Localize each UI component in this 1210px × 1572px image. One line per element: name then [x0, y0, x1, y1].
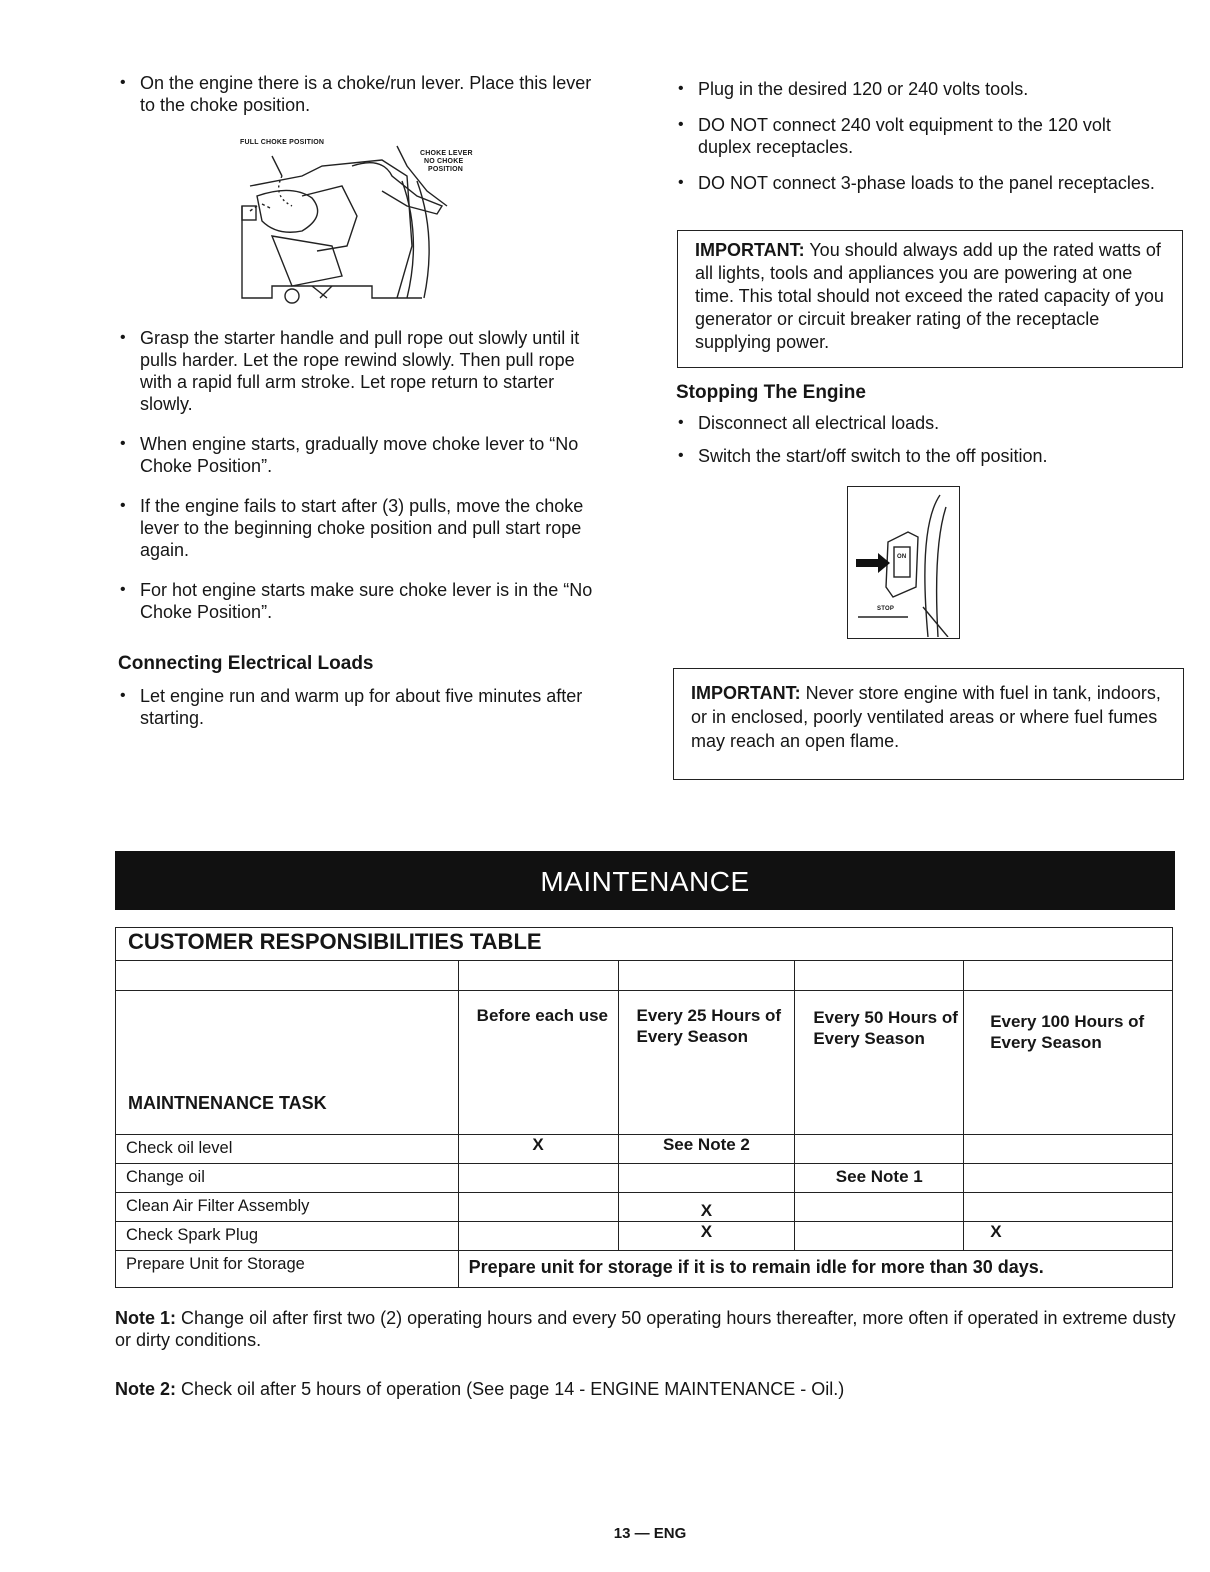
connecting-loads-heading: Connecting Electrical Loads: [118, 653, 374, 674]
no-choke-label: NO CHOKE: [424, 158, 464, 165]
schedule-cell: [458, 1222, 618, 1251]
list-item: • Switch the start/off switch to the off position.: [676, 445, 1166, 467]
important-text: Never store engine with fuel in tank, indoors, or in enclosed, poorly ventilated areas or where fuel fumes may reach an open flame.: [691, 683, 1161, 751]
schedule-cell: [795, 1135, 964, 1164]
left-column: [118, 72, 598, 116]
switch-drawing: [848, 487, 958, 637]
task-cell: Change oil: [116, 1164, 459, 1193]
connecting-loads-section: [118, 653, 598, 729]
note-text: Change oil after first two (2) operating hours and every 50 operating hours thereafter, more often if operated in extreme dusty or dirty conditions.: [115, 1308, 1176, 1350]
important-label: IMPORTANT:: [691, 683, 801, 703]
schedule-cell: [964, 1135, 1173, 1164]
choke-engine-drawing: [232, 136, 502, 308]
table-row: [116, 1193, 1173, 1222]
list-item: • When engine starts, gradually move choke lever to “No Choke Position”.: [118, 433, 598, 477]
note-text: Check oil after 5 hours of operation (See page 14 - ENGINE MAINTENANCE - Oil.): [176, 1379, 845, 1399]
stopping-engine-section: [676, 382, 1166, 467]
note-label: Note 1:: [115, 1308, 177, 1328]
schedule-cell: X: [618, 1222, 795, 1251]
important-text: You should always add up the rated watts of all lights, tools and appliances you are powering at one time. This total should not exceed the rated capacity of you generator or circuit breaker rating of the receptacle supplying power.: [695, 240, 1164, 352]
choke-lever-instruction: • On the engine there is a choke/run lever. Place this lever to the choke position.: [118, 72, 598, 116]
switch-on-label: ON: [897, 554, 907, 560]
table-row: [116, 1164, 1173, 1193]
column-header: Every 100 Hours of Every Season: [964, 991, 1173, 1135]
right-column-bullets: [676, 78, 1166, 194]
schedule-cell: [795, 1193, 964, 1222]
full-choke-label: FULL CHOKE POSITION: [240, 139, 325, 146]
schedule-cell: X: [458, 1135, 618, 1164]
note-label: Note 2:: [115, 1379, 177, 1399]
task-header: MAINTNENANCE TASK: [116, 991, 459, 1135]
important-label: IMPORTANT:: [695, 240, 805, 260]
schedule-cell: See Note 2: [618, 1135, 795, 1164]
list-item: • Grasp the starter handle and pull rope out slowly until it pulls harder. Let the rope rewind slowly. Then pull rope with a rapid full arm stroke. Let rope return to starter slowly.: [118, 327, 598, 415]
page-number: 13 — ENG: [613, 1525, 687, 1542]
column-header: Every 50 Hours of Every Season: [795, 991, 964, 1135]
left-column-bullets: [118, 327, 598, 623]
list-item: • Disconnect all electrical loads.: [676, 412, 1166, 434]
storage-instruction: Prepare unit for storage if it is to remain idle for more than 30 days.: [458, 1251, 1172, 1288]
important-box-storage: [673, 668, 1184, 780]
column-header: Every 25 Hours of Every Season: [618, 991, 795, 1135]
switch-stop-label: STOP: [877, 606, 895, 612]
list-item: • Plug in the desired 120 or 240 volts tools.: [676, 78, 1166, 100]
task-cell: Clean Air Filter Assembly: [116, 1193, 459, 1222]
list-item: • For hot engine starts make sure choke lever is in the “No Choke Position”.: [118, 579, 598, 623]
schedule-cell: X: [964, 1222, 1173, 1251]
schedule-cell: [458, 1193, 618, 1222]
important-box-watts: [677, 230, 1183, 368]
stopping-engine-heading: Stopping The Engine: [676, 382, 866, 403]
table-header-row: [116, 991, 1173, 1135]
table-title: CUSTOMER RESPONSIBILITIES TABLE: [116, 928, 1173, 961]
schedule-cell: [795, 1222, 964, 1251]
task-cell: Prepare Unit for Storage: [116, 1251, 459, 1288]
table-row: [116, 1251, 1173, 1288]
task-cell: Check oil level: [116, 1135, 459, 1164]
choke-lever-figure: [232, 136, 502, 308]
arrow-icon: [856, 553, 890, 573]
note-1: [115, 1307, 1180, 1351]
schedule-cell: See Note 1: [795, 1164, 964, 1193]
list-item: • Let engine run and warm up for about five minutes after starting.: [118, 685, 600, 729]
start-off-switch-figure: [847, 486, 960, 639]
maintenance-title-bar: MAINTENANCE: [115, 851, 1175, 910]
note-2: [115, 1378, 1180, 1400]
list-item: • If the engine fails to start after (3) pulls, move the choke lever to the beginning choke position and pull start rope again.: [118, 495, 598, 561]
list-item: • DO NOT connect 3-phase loads to the panel receptacles.: [676, 172, 1166, 194]
schedule-cell: [618, 1164, 795, 1193]
customer-responsibilities-table: [115, 927, 1173, 1288]
list-item: • DO NOT connect 240 volt equipment to the 120 volt duplex receptacles.: [676, 114, 1166, 158]
table-row: [116, 1222, 1173, 1251]
schedule-cell: [964, 1193, 1173, 1222]
table-row: [116, 1135, 1173, 1164]
schedule-cell: [964, 1164, 1173, 1193]
schedule-cell: [458, 1164, 618, 1193]
choke-lever-label: CHOKE LEVER: [420, 150, 473, 157]
task-cell: Check Spark Plug: [116, 1222, 459, 1251]
position-label: POSITION: [428, 166, 464, 173]
column-header: Before each use: [458, 991, 618, 1135]
schedule-cell: X: [618, 1193, 795, 1222]
table-row: [116, 961, 1173, 991]
